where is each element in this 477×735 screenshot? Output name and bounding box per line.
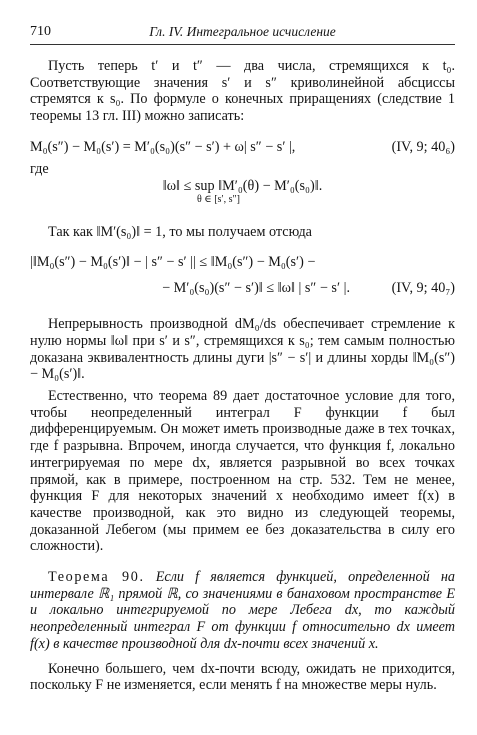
paragraph-intro: Пусть теперь t′ и t″ — два числа, стремящихся к t₀. Соответствующие значения s′ и s″ криволинейной абсциссы стремятся к s₀. По формуле о конечных приращениях (следствие 1 теоремы 13 гл. III) можно записать:	[30, 58, 455, 125]
where-word: где	[30, 160, 49, 177]
formula-norm-omega	[30, 178, 455, 212]
paragraph-conclusion: Конечно большего, чем dx-почти всюду, ожидать не приходится, поскольку F не изменяется, если менять f на множестве меры нуль.	[30, 660, 455, 694]
formula-40-7-line2	[30, 280, 455, 300]
header-rule	[30, 44, 455, 45]
paragraph-unit-norm: Так как ‖M′(s₀)‖ = 1, то мы получаем отсюда	[48, 223, 312, 240]
formula-norm-omega-expression: ‖ω‖ ≤ sup ‖M′₀(θ) − M′₀(s₀)‖.	[162, 177, 323, 194]
theorem-90	[30, 569, 455, 653]
theorem-90-label: Теорема 90.	[48, 569, 145, 586]
running-header	[30, 24, 455, 42]
formula-40-7-line2-expression: − M′₀(s₀)(s″ − s′)‖ ≤ ‖ω‖ | s″ − s′ |.	[162, 280, 350, 297]
formula-norm-omega-subscript: θ ∈ [s′, s″]	[197, 193, 240, 205]
formula-40-6	[30, 139, 455, 159]
formula-40-6-tag: (IV, 9; 40₆)	[391, 138, 455, 155]
chapter-title: Гл. IV. Интегральное исчисление	[149, 24, 336, 39]
paragraph-lebesgue-remark: Естественно, что теорема 89 дает достаточное условие для того, чтобы неопределенный интеграл F функции f был дифференцируемым. Он может иметь производные даже в тех точках, где f разрывна. Впрочем, иногда случается, что функция f, локально интегрируемая по мере dx, является разрывной во всех точках прямой, как в примере, построенном на стр. 532. Тем не менее, функция F для некоторых значений x необходимо имеет f(x) в качестве производной, как это видно из следующей теоремы, доказанной Лебегом (мы примем ее без доказательства в силу его сложности).	[30, 388, 455, 555]
formula-40-6-expression: M₀(s″) − M₀(s′) = M′₀(s₀)(s″ − s′) + ω| s″ − s′ |,	[30, 138, 296, 155]
theorem-90-statement: Если f является функцией, определенной на интервале ℝ₁ прямой ℝ, со значениями в банаховом пространстве E и локально интегрируемой по мере Лебега dx, то каждый неопределенный интеграл F от функции f относительно dx имеет f(x) в качестве производной для dx-почти всех значений x.	[30, 569, 456, 652]
page-number: 710	[30, 24, 51, 39]
formula-40-7-tag: (IV, 9; 40₇)	[391, 280, 455, 297]
formula-40-7-line1: |‖M₀(s″) − M₀(s′)‖ − | s″ − s′ || ≤ ‖M₀(s″) − M₀(s′) −	[30, 254, 316, 271]
page-body	[30, 58, 455, 694]
paragraph-continuity: Непрерывность производной dM₀/ds обеспечивает стремление к нулю нормы ‖ω‖ при s′ и s″, стремящихся к s₀; тем самым полностью доказана эквивалентность длины дуги |s″ − s′| и длины хорды ‖M₀(s″) − M₀(s′)‖.	[30, 316, 455, 383]
